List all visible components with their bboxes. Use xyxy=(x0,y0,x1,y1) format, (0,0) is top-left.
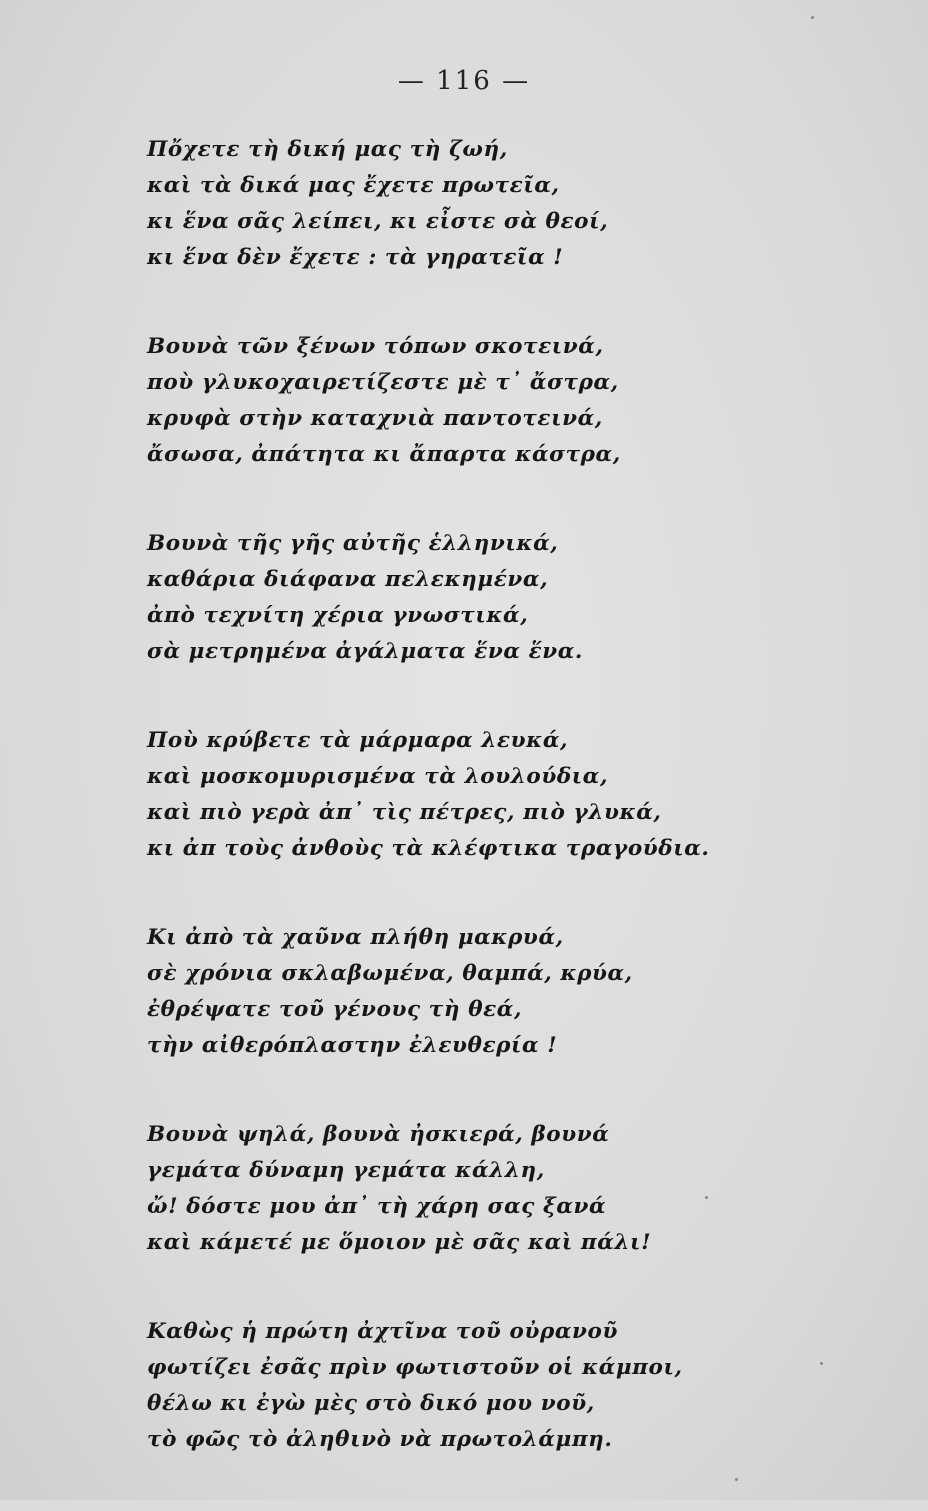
paper-speck xyxy=(735,1478,738,1481)
paper-speck xyxy=(811,16,814,19)
poem-line: ποὺ γλυκοχαιρετίζεστε μὲ τ᾽ ἄστρα, xyxy=(147,370,619,395)
page-number: — 116 — xyxy=(397,66,531,96)
poem-line: καθάρια διάφανα πελεκημένα, xyxy=(147,567,549,592)
stanza-4 xyxy=(147,723,787,867)
poem-line: Πὄχετε τὴ δική μας τὴ ζωή, xyxy=(147,137,508,162)
stanza-2 xyxy=(147,329,787,473)
stanza-6 xyxy=(147,1117,787,1261)
poem-line: καὶ τὰ δικά μας ἔχετε πρωτεῖα, xyxy=(147,173,560,198)
poem-line: Ποὺ κρύβετε τὰ μάρμαρα λευκά, xyxy=(147,728,569,753)
poem-line: κι ἕνα σᾶς λείπει, κι εἶστε σὰ θεοί, xyxy=(147,209,609,234)
poem-line: Κι ἀπὸ τὰ χαῦνα πλήθη μακρυά, xyxy=(147,925,564,950)
poem-line: θέλω κι ἐγὼ μὲς στὸ δικό μου νοῦ, xyxy=(147,1391,595,1416)
stanza-7 xyxy=(147,1314,787,1458)
paper-speck xyxy=(820,1362,823,1365)
poem-line: τὸ φῶς τὸ ἀληθινὸ νὰ πρωτολάμπη. xyxy=(147,1427,613,1452)
poem-line: Βουνὰ τῆς γῆς αὐτῆς ἑλληνικά, xyxy=(147,531,559,556)
poem-line: κρυφὰ στὴν καταχνιὰ παντοτεινά, xyxy=(147,406,603,431)
poem-line: σὰ μετρημένα ἀγάλματα ἕνα ἕνα. xyxy=(147,639,584,664)
poem-line: ὤ! δόστε μου ἀπ᾽ τὴ χάρη σας ξανά xyxy=(147,1194,607,1219)
poem-line: γεμάτα δύναμη γεμάτα κάλλη, xyxy=(147,1158,545,1183)
stanza-3 xyxy=(147,526,787,670)
poem-line: ἄσωσα, ἀπάτητα κι ἄπαρτα κάστρα, xyxy=(147,442,621,467)
paper-speck xyxy=(705,1196,708,1199)
poem-line: καὶ κάμετέ με ὅμοιον μὲ σᾶς καὶ πάλι! xyxy=(147,1230,652,1255)
poem-line: τὴν αἰθερόπλαστην ἐλευθερία ! xyxy=(147,1033,558,1058)
stanza-5 xyxy=(147,920,787,1064)
poem xyxy=(147,132,787,1511)
poem-line: καὶ πιὸ γερὰ ἀπ᾽ τὶς πέτρες, πιὸ γλυκά, xyxy=(147,800,662,825)
poem-line: Καθὼς ἡ πρώτη ἀχτῖνα τοῦ οὐρανοῦ xyxy=(147,1319,619,1344)
stanza-1 xyxy=(147,132,787,276)
poem-line: καὶ μοσκομυρισμένα τὰ λουλούδια, xyxy=(147,764,609,789)
poem-line: κι ἀπ τοὺς ἀνθοὺς τὰ κλέφτικα τραγούδια. xyxy=(147,836,710,861)
poem-line: κι ἕνα δὲν ἔχετε : τὰ γηρατεῖα ! xyxy=(147,245,564,270)
poem-line: φωτίζει ἐσᾶς πρὶν φωτιστοῦν οἱ κάμποι, xyxy=(147,1355,683,1380)
poem-line: ἀπὸ τεχνίτη χέρια γνωστικά, xyxy=(147,603,529,628)
poem-line: Βουνὰ τῶν ξένων τόπων σκοτεινά, xyxy=(147,334,604,359)
poem-line: σὲ χρόνια σκλαβωμένα, θαμπά, κρύα, xyxy=(147,961,633,986)
poem-line: Βουνὰ ψηλά, βουνὰ ἠσκιερά, βουνά xyxy=(147,1122,610,1147)
poem-line: ἐθρέψατε τοῦ γένους τὴ θεά, xyxy=(147,997,523,1022)
